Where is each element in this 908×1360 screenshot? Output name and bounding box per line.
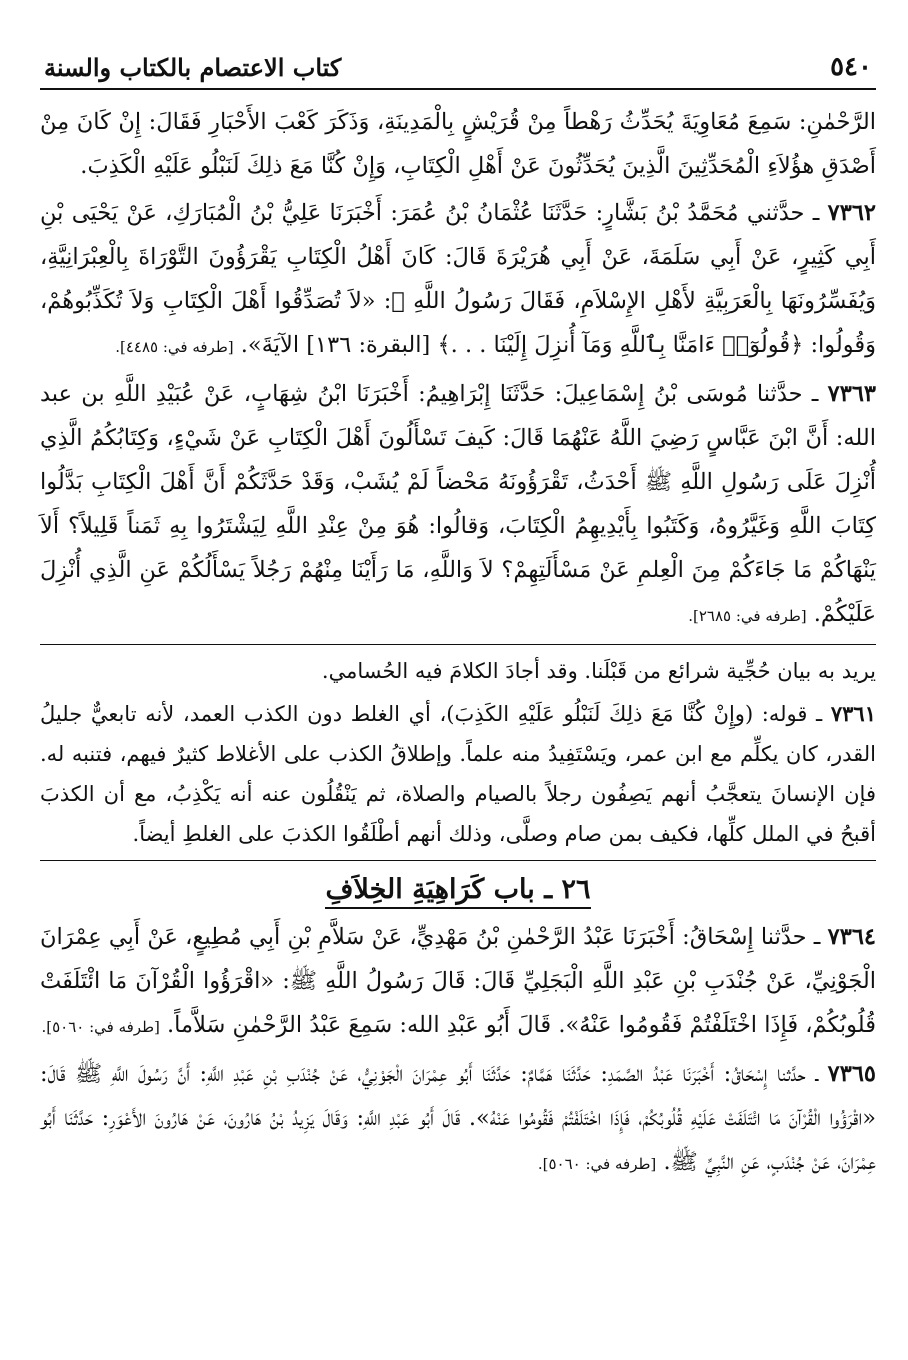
- cross-reference: [طرفه في: ٥٠٦٠].: [41, 1018, 160, 1036]
- hadith-7363: ٧٣٦٣ ـ حدَّثنا مُوسَى بْنُ إِسْمَاعِيلَ: حَدَّثَنَا إِبْرَاهِيمُ: أَخْبَرَنَا ابْنُ شِهَابٍ، عَنْ عُبَيْدِ اللَّهِ بن عبد الله: أَنَّ ابْنَ عَبَّاسٍ رَضِيَ اللَّهُ عَنْهُمَا قَالَ: كَيفَ تَسْأَلُونَ أَهْلَ الْكِتَابِ عَنْ شَيْءٍ، وَكِتَابُكُمُ الَّذِي أُنْزِلَ عَلَى رَسُولِ اللَّهِ ﷺ أَحْدَثُ، تَقْرَؤُونَهُ مَحْضاً لَمْ يُشَبْ، وَقَدْ حَدَّثَكُمْ أَنَّ أَهْلَ الْكِتَابِ بَدَّلُوا كِتَابَ اللَّهِ وَغَيَّرُوهُ، وَكَتَبُوا بِأَيْدِيهِمُ الْكِتَابَ، وَقالُوا: هُوَ مِنْ عِنْدِ اللَّهِ لِيَشْتَرُوا بِهِ ثَمَناً قَلِيلاً؟ أَلاَ يَنْهَاكُمْ مَا جَاءَكُمْ مِنَ الْعِلمِ عَنْ مَسْأَلَتِهِمْ؟ لاَ وَاللَّهِ، مَا رَأَيْنَا مِنْهُمْ رَجُلاً يَسْأَلُكُمْ عَنِ الَّذِي أُنْزِلَ عَلَيْكُمْ. [طرفه في: ٢٦٨٥].: [40, 381, 877, 627]
- hadith-text: حدَّثنا مُوسَى بْنُ إِسْمَاعِيلَ: حَدَّثَنَا إِبْرَاهِيمُ: أَخْبَرَنَا ابْنُ شِهَابٍ، عَنْ عُبَيْدِ اللَّهِ بن عبد الله: أَنَّ ابْنَ عَبَّاسٍ رَضِيَ اللَّهُ عَنْهُمَا قَالَ: كَيفَ تَسْأَلُونَ أَهْلَ الْكِتَابِ عَنْ شَيْءٍ، وَكِتَابُكُمُ الَّذِي أُنْزِلَ عَلَى رَسُولِ اللَّهِ ﷺ أَحْدَثُ، تَقْرَؤُونَهُ مَحْضاً لَمْ يُشَبْ، وَقَدْ حَدَّثَكُمْ أَنَّ أَهْلَ الْكِتَابِ بَدَّلُوا كِتَابَ اللَّهِ وَغَيَّرُوهُ، وَكَتَبُوا بِأَيْدِيهِمُ الْكِتَابَ، وَقالُوا: هُوَ مِنْ عِنْدِ اللَّهِ لِيَشْتَرُوا بِهِ ثَمَناً قَلِيلاً؟ أَلاَ يَنْهَاكُمْ مَا جَاءَكُمْ مِنَ الْعِلمِ عَنْ مَسْأَلَتِهِمْ؟ لاَ وَاللَّهِ، مَا رَأَيْنَا مِنْهُمْ رَجُلاً يَسْأَلُكُمْ عَنِ الَّذِي أُنْزِلَ عَلَيْكُمْ.: [40, 381, 876, 627]
- hadith-number: ٧٣٦٣: [827, 381, 877, 407]
- commentary-text: قوله: (وإِنْ كُنَّا مَعَ ذلِكَ لَنَبْلُو عَلَيْهِ الكَذِبَ)، أي الغلط دون الكذب العمد، لأنه تابعيٌّ جليلُ القدر، كان يكلِّم مع ابن عمر، ويَسْتَفِيدُ منه علماً. وإطلاقُ الكذب على الأغلاط كثيرٌ فيهم، فتنبه له. فإن الإنسانَ يتعجَّبُ أنهم يَصِفُون رجلاً بالصيام والصلاة، ثم يَنْقُلُون عنه أنه يَكْذِبُ، مع أن الكذبَ أقبحُ في الملل كلِّها، فكيف بمن صام وصلَّى، وذلك أنهم أطْلَقُوا الكذبَ على الغلطِ أيضاً.: [40, 702, 876, 846]
- cross-reference: [طرفه في: ٤٤٨٥].: [115, 338, 234, 356]
- hadith-7364: ٧٣٦٤ ـ حدَّثنا إِسْحَاقُ: أَخْبَرَنَا عَبْدُ الرَّحْمٰنِ بْنُ مَهْدِيٍّ، عَنْ سَلاَّمِ بْنِ أَبِي مُطِيعٍ، عَنْ أَبِي عِمْرَانَ الْجَوْنِيِّ، عَنْ جُنْدَبِ بْنِ عَبْدِ اللَّهِ الْبَجَلِيِّ قَالَ: قَالَ رَسُولُ اللَّهِ ﷺ: «اقْرَؤُوا الْقُرْآنَ مَا ائْتَلَفَتْ قُلُوبُكُمْ، فَإِذَا اخْتَلَفْتُمْ فَقُومُوا عَنْهُ». قَالَ أَبُو عَبْدِ الله: سَمِعَ عَبْدُ الرَّحْمٰنِ سَلاَّماً. [طرفه في: ٥٠٦٠].: [40, 924, 876, 1038]
- book-title: كتاب الاعتصام بالكتاب والسنة: [44, 53, 342, 82]
- hadith-text: حدَّثنا إِسْحَاقُ: أَخْبَرَنَا عَبْدُ الصَّمَدِ: حَدَّثَنَا هَمَّامٌ: حَدَّثَنَا أَبُو عِمْرَانَ الْجَوْنِيُّ، عَنْ جُنْدَبِ بْنِ عَبْدِ اللَّهِ: أَنَّ رَسُولَ اللَّهِ ﷺ قَالَ: «اقْرَؤُوا الْقُرْآنَ مَا ائْتَلَفَتْ عَلَيْهِ قُلُوبُكُمْ، فَإِذَا اخْتَلَفْتُمْ فَقُومُوا عَنْهُ». قَالَ أَبُو عَبْدِ اللَّهِ: وَقَالَ يَزِيدُ بْنُ هَارُونَ، عَنْ هَارُونَ الأَعْوَرِ: حَدَّثَنَا أَبُو عِمْرَانَ، عَنْ جُنْدَبٍ، عَنِ النَّبِيِّ ﷺ.: [40, 1061, 876, 1175]
- chapter-divider: [40, 860, 876, 861]
- hadith-7362: ٧٣٦٢ ـ حدَّثني مُحَمَّدُ بْنُ بَشَّارٍ: حَدَّثَنَا عُثْمَانُ بْنُ عُمَرَ: أَخْبَرَنَا عَلِيُّ بْنُ الْمُبَارَكِ، عَنْ يَحْيَى بْنِ أَبِي كَثِيرٍ، عَنْ أَبِي سَلَمَةَ، عَنْ أَبِي هُرَيْرَةَ قَالَ: كَانَ أَهْلُ الْكِتَابِ يَقْرَؤُونَ التَّوْرَاةَ بِالْعِبْرَانِيَّةِ، وَيُفَسِّرُونَهَا بِالْعَرَبِيَّةِ لأَهْلِ الإِسْلاَمِ، فَقَالَ رَسُولُ اللَّهِ ﷺ: «لاَ تُصَدِّقُوا أَهْلَ الْكِتَابِ وَلاَ تُكَذِّبُوهُمْ، وَقُولُوا: ﴿قُولُوٓا۟ ءَامَنَّا بِٱللَّهِ وَمَآ أُنزِلَ إِلَيْنَا . . .﴾ [البقرة: ١٣٦] الآيَةَ». [طرفه في: ٤٤٨٥].: [40, 200, 876, 358]
- hadith-number: ٧٣٦٢: [827, 200, 876, 226]
- hadith-number: ٧٣٦١: [830, 701, 876, 726]
- hadith-number: ٧٣٦٥: [827, 1061, 876, 1087]
- running-header: [40, 52, 876, 90]
- chapter-heading: [40, 867, 876, 913]
- hadith-text: حدَّثنا إِسْحَاقُ: أَخْبَرَنَا عَبْدُ الرَّحْمٰنِ بْنُ مَهْدِيٍّ، عَنْ سَلاَّمِ بْنِ أَبِي مُطِيعٍ، عَنْ أَبِي عِمْرَانَ الْجَوْنِيِّ، عَنْ جُنْدَبِ بْنِ عَبْدِ اللَّهِ الْبَجَلِيِّ قَالَ: قَالَ رَسُولُ اللَّهِ ﷺ: «اقْرَؤُوا الْقُرْآنَ مَا ائْتَلَفَتْ قُلُوبُكُمْ، فَإِذَا اخْتَلَفْتُمْ فَقُومُوا عَنْهُ». قَالَ أَبُو عَبْدِ الله: سَمِعَ عَبْدُ الرَّحْمٰنِ سَلاَّماً.: [40, 924, 876, 1038]
- commentary-text: يريد به بيان حُجِّية شرائع من قَبْلَنا. وقد أجادَ الكلامَ فيه الحُسامي.: [321, 659, 876, 683]
- cross-reference: [طرفه في: ٢٦٨٥].: [688, 607, 807, 625]
- commentary-divider: [40, 644, 876, 645]
- hadith-text: الرَّحْمٰنِ: سَمِعَ مُعَاوِيَةَ يُحَدِّثُ رَهْطاً مِنْ قُرَيْشٍ بِالْمَدِينَةِ، وَذَكَرَ كَعْبَ الأَحْبَارِ فَقَالَ: إِنْ كَانَ مِنْ أَصْدَقِ هؤُلاَءِ الْمُحَدِّثِينَ الَّذِينَ يُحَدِّثُونَ عَنْ أَهْلِ الْكِتَابِ، وَإِنْ كُنَّا مَعَ ذلِكَ لَنَبْلُو عَلَيْهِ الْكَذِبَ.: [40, 109, 876, 179]
- cross-reference: [طرفه في: ٥٠٦٠].: [537, 1155, 657, 1173]
- hadith-7365: ٧٣٦٥ ـ حدَّثنا إِسْحَاقُ: أَخْبَرَنَا عَبْدُ الصَّمَدِ: حَدَّثَنَا هَمَّامٌ: حَدَّثَنَا أَبُو عِمْرَانَ الْجَوْنِيُّ، عَنْ جُنْدَبِ بْنِ عَبْدِ اللَّهِ: أَنَّ رَسُولَ اللَّهِ ﷺ قَالَ: «اقْرَؤُوا الْقُرْآنَ مَا ائْتَلَفَتْ عَلَيْهِ قُلُوبُكُمْ، فَإِذَا اخْتَلَفْتُمْ فَقُومُوا عَنْهُ». قَالَ أَبُو عَبْدِ اللَّهِ: وَقَالَ يَزِيدُ بْنُ هَارُونَ، عَنْ هَارُونَ الأَعْوَرِ: حَدَّثَنَا أَبُو عِمْرَانَ، عَنْ جُنْدَبٍ، عَنِ النَّبِيِّ ﷺ. [طرفه في: ٥٠٦٠].: [40, 1061, 876, 1175]
- page-number: ٥٤٠: [830, 52, 872, 82]
- commentary-paragraph: [40, 651, 876, 691]
- hadith-text: حدَّثني مُحَمَّدُ بْنُ بَشَّارٍ: حَدَّثَنَا عُثْمَانُ بْنُ عُمَرَ: أَخْبَرَنَا عَلِيُّ بْنُ الْمُبَارَكِ، عَنْ يَحْيَى بْنِ أَبِي كَثِيرٍ، عَنْ أَبِي سَلَمَةَ، عَنْ أَبِي هُرَيْرَةَ قَالَ: كَانَ أَهْلُ الْكِتَابِ يَقْرَؤُونَ التَّوْرَاةَ بِالْعِبْرَانِيَّةِ، وَيُفَسِّرُونَهَا بِالْعَرَبِيَّةِ لأَهْلِ الإِسْلاَمِ، فَقَالَ رَسُولُ اللَّهِ ﷺ: «لاَ تُصَدِّقُوا أَهْلَ الْكِتَابِ وَلاَ تُكَذِّبُوهُمْ، وَقُولُوا: ﴿قُولُوٓا۟ ءَامَنَّا بِٱللَّهِ وَمَآ أُنزِلَ إِلَيْنَا . . .﴾ [البقرة: ١٣٦] الآيَةَ».: [40, 200, 876, 358]
- hadith-number: ٧٣٦٤: [827, 924, 876, 950]
- commentary-7361: ٧٣٦١ ـ قوله: (وإِنْ كُنَّا مَعَ ذلِكَ لَنَبْلُو عَلَيْهِ الكَذِبَ)، أي الغلط دون الكذب العمد، لأنه تابعيٌّ جليلُ القدر، كان يكلِّم مع ابن عمر، ويَسْتَفِيدُ منه علماً. وإطلاقُ الكذب على الأغلاط كثيرٌ فيهم، فتنبه له. فإن الإنسانَ يتعجَّبُ أنهم يَصِفُون رجلاً بالصيام والصلاة، ثم يَنْقُلُون عنه أنه يَكْذِبُ، مع أن الكذبَ أقبحُ في الملل كلِّها، فكيف بمن صام وصلَّى، وذلك أنهم أطْلَقُوا الكذبَ على الغلطِ أيضاً.: [40, 701, 876, 846]
- chapter-title: ٢٦ ـ باب كَرَاهِيَةِ الخِلاَفِ: [325, 874, 590, 909]
- hadith-7361-continuation: [40, 100, 876, 188]
